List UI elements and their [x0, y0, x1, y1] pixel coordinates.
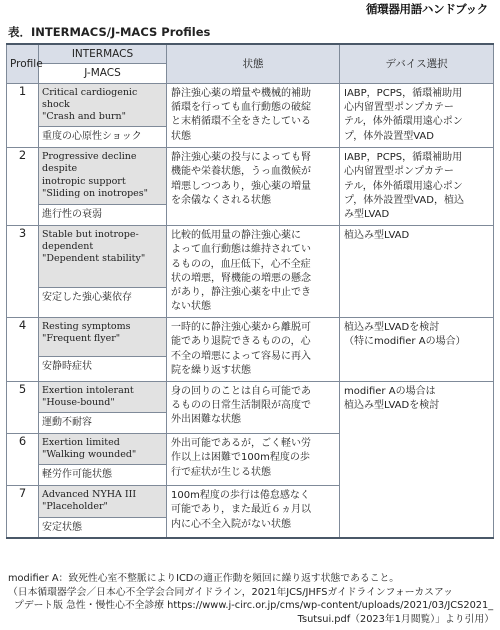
intermacs-label-line: "Crash and burn" — [42, 111, 126, 123]
device-selection — [340, 83, 494, 147]
state-line: を余儀なくされる状態 — [171, 194, 271, 206]
state-line: ない状態 — [171, 301, 211, 313]
footnote-citation-3: Tsutsui.pdf（2023年1月閲覧）」より引用） — [297, 613, 494, 625]
intermacs-label-line: "Walking wounded" — [42, 449, 137, 461]
intermacs-label-line: dependent — [42, 241, 94, 253]
intermacs-label-line: inotropic support — [42, 175, 126, 187]
jmacs-label: 重度の心原性ショック — [39, 127, 167, 148]
table-row — [7, 83, 494, 126]
state-line: 身の回りのことは自ら可能であ — [171, 386, 311, 398]
footnote — [8, 572, 494, 626]
state-line: 静注強心薬の投与によっても腎 — [171, 152, 311, 164]
header-intermacs: INTERMACS — [39, 44, 167, 64]
footnote-citation-1: （日本循環器学会／日本心不全学会合同ガイドライン，2021年JCS/JHFSガイドラインフォーカスアッ — [8, 586, 453, 598]
state-description — [167, 148, 340, 226]
device-line: プ，体外設置型VAD，植込 — [344, 194, 464, 206]
state-line: と末梢循環不全をきたしている — [171, 116, 311, 128]
device-line: IABP，PCPS，循環補助用 — [344, 152, 463, 164]
intermacs-label — [39, 226, 167, 288]
intermacs-label-line: Advanced NYHA III — [42, 489, 137, 501]
state-description — [167, 83, 340, 147]
state-line: 外出可能であるが，ごく軽い労 — [171, 438, 311, 450]
state-line: 100m程度の歩行は倦怠感なく — [171, 490, 310, 502]
device-line: 心内留置型ポンプカテー — [344, 166, 454, 178]
device-line: 植込み型LVAD — [344, 230, 410, 242]
state-line: 状の増悪，腎機能の増悪の懸念 — [171, 272, 311, 284]
device-selection — [340, 318, 494, 382]
footnote-citation-2: プデート版 急性・慢性心不全診療 https://www.j-circ.or.jp/cms/wp-content/uploads/2021/03/JCS2021_ — [14, 600, 494, 612]
state-description — [167, 486, 340, 539]
profile-number: 6 — [7, 434, 39, 486]
device-line: テル，体外循環用遠心ポン — [344, 180, 463, 192]
jmacs-label: 軽労作可能状態 — [39, 465, 167, 486]
header-state: 状態 — [167, 44, 340, 83]
intermacs-label-line: Stable but inotrope- — [42, 229, 139, 241]
profiles-body — [7, 83, 494, 538]
device-selection — [340, 226, 494, 318]
state-line: るものの日常生活制限が高度で — [171, 400, 311, 412]
intermacs-label-line: Exertion limited — [42, 437, 120, 449]
state-line: 行で症状が生じる状態 — [171, 466, 271, 478]
device-line: IABP，PCPS，循環補助用 — [344, 87, 463, 99]
state-line: 能であり退院できるものの，心 — [171, 336, 311, 348]
intermacs-label — [39, 434, 167, 465]
profile-number: 1 — [7, 83, 39, 147]
header-jmacs: J-MACS — [39, 64, 167, 83]
intermacs-label-line: "Frequent flyer" — [42, 333, 121, 345]
state-line: 比較的低用量の静注強心薬に — [171, 230, 301, 242]
device-line: 植込み型LVADを検討 — [344, 322, 440, 334]
table-row — [7, 318, 494, 356]
intermacs-label — [39, 382, 167, 413]
device-selection — [340, 148, 494, 226]
device-line: modifier Aの場合は — [344, 386, 436, 398]
intermacs-label-line: "House-bound" — [42, 397, 115, 409]
header-profile: Profile — [7, 44, 39, 83]
profiles-table — [6, 43, 494, 539]
profile-number: 2 — [7, 148, 39, 226]
state-description — [167, 318, 340, 382]
profile-number: 7 — [7, 486, 39, 539]
state-line: 外出困難な状態 — [171, 414, 241, 426]
intermacs-label-line: "Dependent stability" — [42, 253, 146, 265]
jmacs-label: 安静時症状 — [39, 356, 167, 381]
jmacs-label: 安定状態 — [39, 517, 167, 538]
intermacs-label — [39, 318, 167, 356]
state-line: 内に心不全入院がない状態 — [171, 518, 291, 530]
state-description — [167, 226, 340, 318]
jmacs-label: 安定した強心薬依存 — [39, 288, 167, 318]
state-description — [167, 382, 340, 434]
intermacs-label-line: "Placeholder" — [42, 501, 108, 513]
device-line: み型LVAD — [344, 208, 390, 220]
state-description — [167, 434, 340, 486]
profile-number: 3 — [7, 226, 39, 318]
device-line: （特にmodifier Aの場合） — [344, 336, 466, 348]
jmacs-label: 進行性の衰弱 — [39, 204, 167, 225]
state-line: よって血行動態は維持されてい — [171, 244, 311, 256]
device-line: テル，体外循環用遠心ポン — [344, 116, 463, 128]
table-row — [7, 226, 494, 288]
device-line: 植込み型LVADを検討 — [344, 400, 440, 412]
state-line: 院を繰り返す状態 — [171, 364, 251, 376]
state-line: 可能であり，また最近６ヵ月以 — [171, 504, 311, 516]
state-line: 状態 — [171, 130, 191, 142]
header-device: デバイス選択 — [340, 44, 494, 83]
jmacs-label: 運動不耐容 — [39, 413, 167, 434]
intermacs-label — [39, 486, 167, 517]
state-line: るものの，血圧低下，心不全症 — [171, 258, 311, 270]
footnote-modifier: modifier A：致死性心室不整脈によりICDの適正作動を頻回に繰り返す状態であること。 — [8, 573, 400, 584]
state-line: 作以上は困難で100m程度の歩 — [171, 452, 310, 464]
intermacs-label-line: Progressive decline despite — [42, 151, 137, 175]
state-line: 循環を行っても血行動態の破綻 — [171, 102, 311, 114]
state-line: 機能や栄養状態，うっ血徴候が — [171, 166, 311, 178]
state-line: があり，静注強心薬を中止でき — [171, 286, 311, 298]
profile-number: 5 — [7, 382, 39, 434]
intermacs-label — [39, 83, 167, 126]
table-row — [7, 382, 494, 413]
intermacs-label-line: Critical cardiogenic shock — [42, 86, 138, 111]
intermacs-label-line: Exertion intolerant — [42, 385, 134, 397]
device-line: 心内留置型ポンプカテー — [344, 102, 454, 114]
intermacs-label-line: Resting symptoms — [42, 321, 131, 333]
table-row — [7, 148, 494, 205]
device-line: プ，体外設置型VAD — [344, 130, 434, 142]
profile-number: 4 — [7, 318, 39, 382]
intermacs-label — [39, 148, 167, 205]
table-title: 表．INTERMACS/J-MACS Profiles — [8, 25, 211, 39]
intermacs-label-line: "Sliding on inotropes" — [42, 187, 149, 199]
state-line: 不全の増悪によって容易に再入 — [171, 350, 311, 362]
device-selection — [340, 382, 494, 539]
brand-title: 循環器用語ハンドブック — [365, 2, 488, 16]
state-line: 一時的に静注強心薬から離脱可 — [171, 322, 311, 334]
state-line: 増悪しつつあり，強心薬の増量 — [171, 180, 311, 192]
state-line: 静注強心薬の増量や機械的補助 — [171, 87, 311, 99]
